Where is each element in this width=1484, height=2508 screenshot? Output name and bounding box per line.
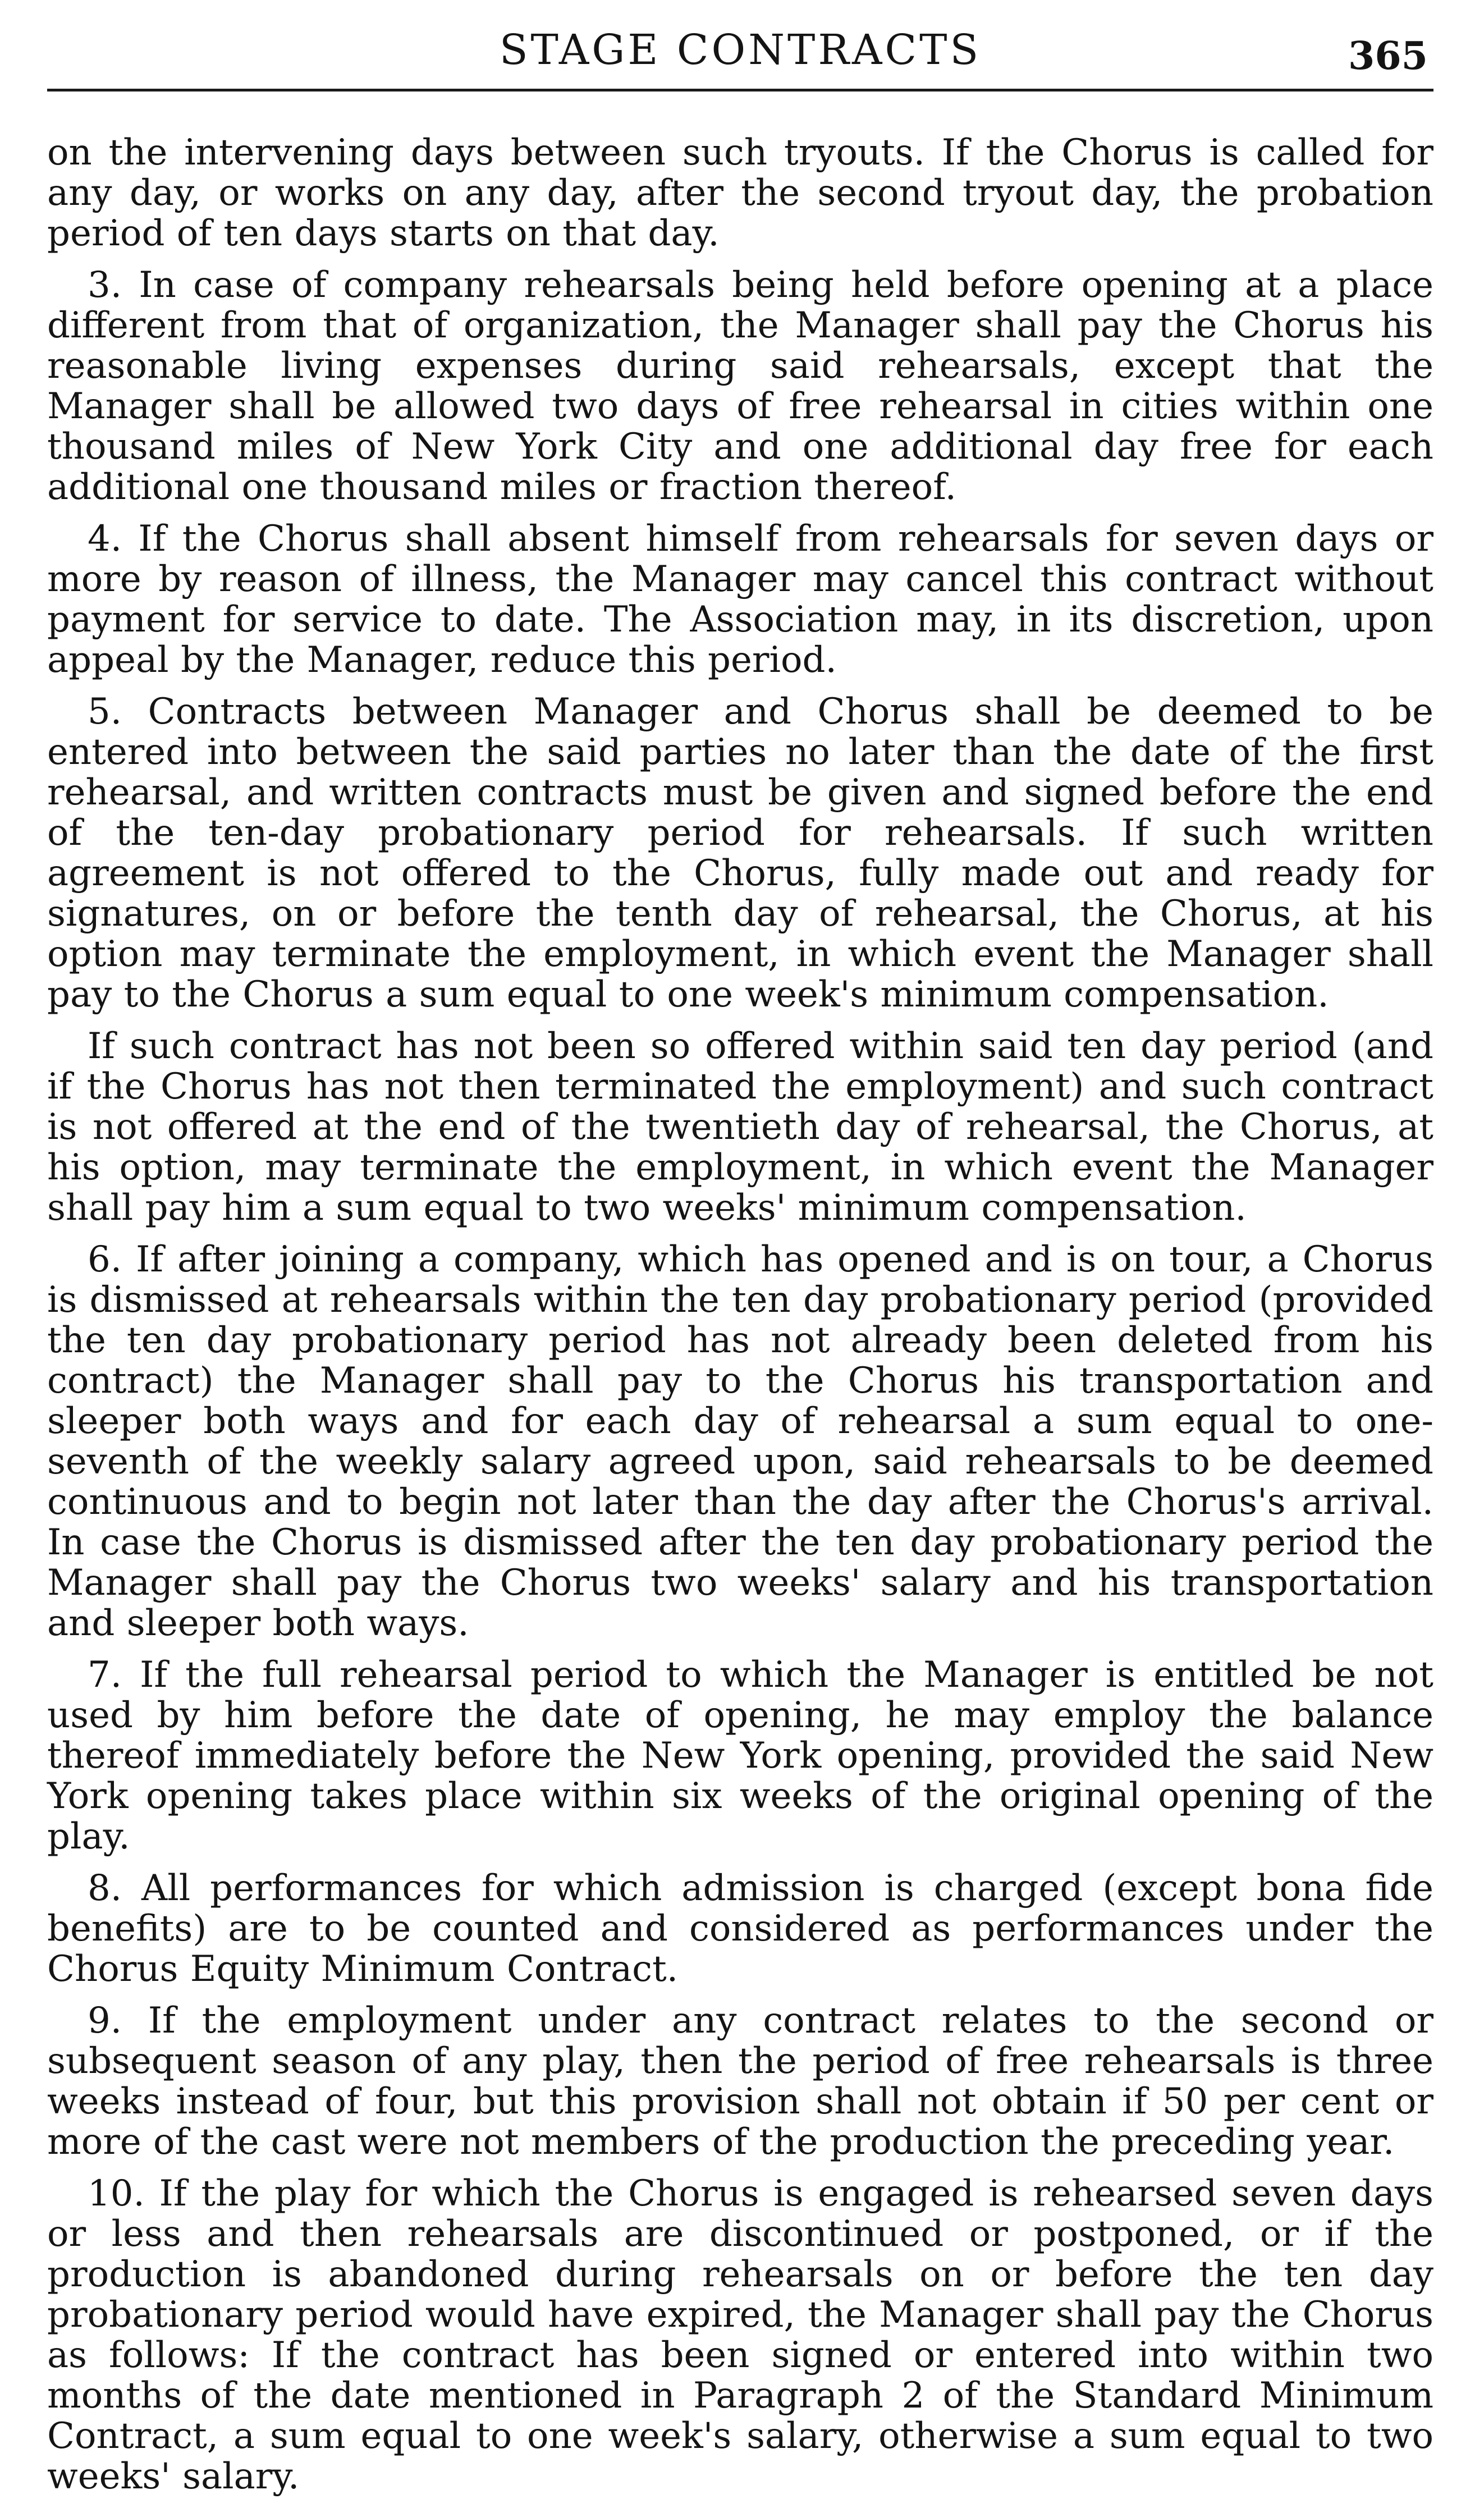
paragraph-10: 10. If the play for which the Chorus is engaged is rehearsed seven days or less and then rehearsals are discontinued or postponed, or if the production is abandoned during rehearsals on or before the ten day probationary period would have expired, the Manager shall pay the Chorus as follows: If the contract has been signed or entered into within two months of the date mentioned in Paragraph 2 of the Standard Minimum Contract, a sum equal to one week's salary, otherwise a sum equal to two weeks' salary. [47,2173,1433,2497]
page-body [47,132,1433,2508]
paragraph-7: 7. If the full rehearsal period to which the Manager is entitled be not used by him before the date of opening, he may employ the balance thereof immediately before the New York opening, provided the said New York opening takes place within six weeks of the original opening of the play. [47,1654,1433,1857]
paragraph-4: 4. If the Chorus shall absent himself from rehearsals for seven days or more by reason of illness, the Manager may cancel this contract without payment for service to date. The Association may, in its discretion, upon appeal by the Manager, reduce this period. [47,518,1433,681]
paragraph-continuation: on the intervening days between such tryouts. If the Chorus is called for any day, or works on any day, after the second tryout day, the probation period of ten days starts on that day. [47,132,1433,254]
page-header [47,22,1433,91]
running-title: STAGE CONTRACTS [499,26,982,74]
paragraph-8: 8. All performances for which admission is charged (except bona fide benefits) are to be counted and considered as performances under the Chorus Equity Minimum Contract. [47,1868,1433,1990]
paragraph-6: 6. If after joining a company, which has opened and is on tour, a Chorus is dismissed at rehearsals within the ten day probationary period (provided the ten day probationary period has not already been deleted from his contract) the Manager shall pay to the Chorus his transportation and sleeper both ways and for each day of rehearsal a sum equal to one-seventh of the weekly salary agreed upon, said rehearsals to be deemed continuous and to begin not later than the day after the Chorus's arrival. In case the Chorus is dismissed after the ten day probationary period the Manager shall pay the Chorus two weeks' salary and his transportation and sleeper both ways. [47,1239,1433,1644]
page-number: 365 [1348,34,1428,79]
paragraph-9: 9. If the employment under any contract relates to the second or subsequent season of any play, then the period of free rehearsals is three weeks instead of four, but this provision shall not obtain if 50 per cent or more of the cast were not members of the production the preceding year. [47,2000,1433,2163]
paragraph-5-continued: If such contract has not been so offered within said ten day period (and if the Chorus has not then terminated the employment) and such contract is not offered at the end of the twentieth day of rehearsal, the Chorus, at his option, may terminate the employment, in which event the Manager shall pay him a sum equal to two weeks' minimum compensation. [47,1026,1433,1229]
paragraph-3: 3. In case of company rehearsals being held before opening at a place different from that of organization, the Manager shall pay the Chorus his reasonable living expenses during said rehearsals, except that the Manager shall be allowed two days of free rehearsal in cities within one thousand miles of New York City and one additional day free for each additional one thousand miles or fraction thereof. [47,264,1433,508]
paragraph-5: 5. Contracts between Manager and Chorus shall be deemed to be entered into between the said parties no later than the date of the first rehearsal, and written contracts must be given and signed before the end of the ten-day probationary period for rehearsals. If such written agreement is not offered to the Chorus, fully made out and ready for signatures, on or before the tenth day of rehearsal, the Chorus, at his option may terminate the employment, in which event the Manager shall pay to the Chorus a sum equal to one week's minimum compensation. [47,691,1433,1015]
